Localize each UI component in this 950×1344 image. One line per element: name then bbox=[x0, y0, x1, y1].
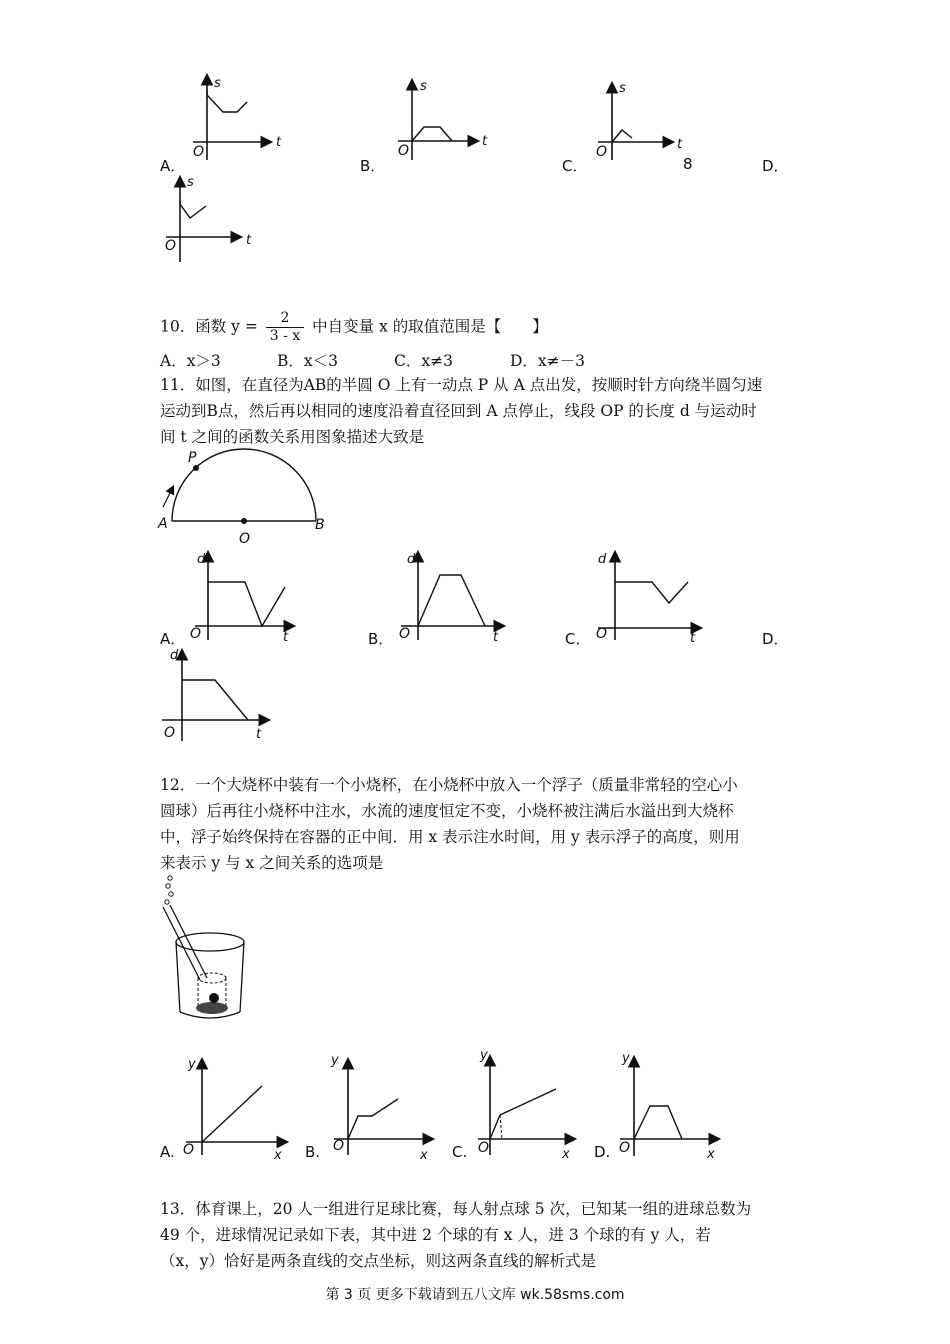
q12c-origin: O bbox=[478, 1140, 490, 1156]
q12a-curve bbox=[202, 1086, 262, 1142]
q9c-curve bbox=[612, 130, 632, 142]
q11-line-1: 11．如图，在直径为AB的半圆 O 上有一动点 P 从 A 点出发，按顺时针方向绕半圆匀速 bbox=[160, 376, 763, 394]
q12a-y-label: y bbox=[188, 1057, 196, 1072]
q9-option-d-label: D． bbox=[762, 157, 789, 175]
q9b-origin: O bbox=[398, 143, 410, 159]
q11-label-p: P bbox=[188, 450, 197, 466]
q12-graph-d bbox=[614, 1048, 724, 1163]
q10-choice-d: D．x≠－3 bbox=[510, 352, 586, 370]
q11c-curve bbox=[615, 582, 688, 603]
q13-stem bbox=[160, 1196, 751, 1274]
q9-option-c-label: C． bbox=[562, 157, 588, 175]
q11c-y-label: d bbox=[598, 552, 607, 567]
q9-option-b-label: B． bbox=[360, 157, 386, 175]
q12-line-4: 来表示 y 与 x 之间关系的选项是 bbox=[160, 854, 384, 872]
q10-fraction-denominator: 3 - x bbox=[269, 328, 301, 344]
q9a-curve bbox=[207, 90, 247, 112]
q9b-y-label: s bbox=[420, 79, 427, 94]
q10-choice-b: B．x＜3 bbox=[277, 352, 338, 370]
q11-semicircle-figure bbox=[155, 445, 335, 545]
q11-stem bbox=[160, 372, 762, 450]
q9-graph-c bbox=[592, 78, 702, 163]
page-footer: 第 3 页 更多下载请到五八文库 wk.58sms.com bbox=[325, 1287, 625, 1303]
q11-direction-arrow bbox=[163, 487, 173, 507]
q12-option-c-label: C. bbox=[452, 1143, 468, 1161]
q9-stray-mark: 8 bbox=[683, 155, 693, 173]
q12-option-d-label: D. bbox=[594, 1143, 611, 1161]
q9-graph-b bbox=[392, 75, 502, 165]
q10-suffix: 中自变量 x 的取值范围是【 】 bbox=[312, 317, 548, 336]
q12-graph-c bbox=[474, 1045, 584, 1163]
q12-option-b-label: B. bbox=[305, 1143, 321, 1161]
q11d-x-label: t bbox=[256, 727, 262, 742]
q12a-x-label: x bbox=[274, 1148, 282, 1163]
q12b-y-label: y bbox=[331, 1053, 339, 1068]
q11-label-b: B bbox=[315, 517, 325, 533]
q9-option-a-label: A． bbox=[160, 157, 186, 175]
q12d-y-label: y bbox=[622, 1051, 630, 1066]
q9b-x-label: t bbox=[482, 134, 488, 149]
q9-graph-a bbox=[185, 70, 295, 165]
q12a-origin: O bbox=[183, 1142, 195, 1158]
q12-graph-b bbox=[328, 1050, 438, 1162]
q12-stem bbox=[160, 772, 740, 876]
q11-label-a: A bbox=[158, 516, 168, 532]
q9c-y-label: s bbox=[619, 81, 626, 96]
q12-graph-a bbox=[180, 1050, 290, 1162]
q13-line-1: 13．体育课上，20 人一组进行足球比赛，每人射点球 5 次，已知某一组的进球总数为 bbox=[160, 1200, 752, 1218]
q12-option-a-label: A. bbox=[160, 1143, 175, 1161]
q12-line-3: 中，浮子始终保持在容器的正中间．用 x 表示注水时间，用 y 表示浮子的高度，则用 bbox=[160, 828, 740, 846]
q11-option-c-label: C． bbox=[565, 630, 591, 648]
q11-option-b-label: B． bbox=[368, 630, 394, 648]
q9a-x-label: t bbox=[276, 135, 282, 150]
q11-line-2: 运动到B点，然后再以相同的速度沿着直径回到 A 点停止，线段 OP 的长度 d 与运动时 bbox=[160, 402, 757, 420]
q11b-curve bbox=[418, 575, 485, 626]
q12d-origin: O bbox=[619, 1140, 631, 1156]
q11d-curve bbox=[182, 680, 248, 720]
q11b-origin: O bbox=[399, 626, 411, 642]
q12c-x-label: x bbox=[562, 1147, 570, 1162]
q11b-x-label: t bbox=[493, 630, 499, 645]
q12-line-2: 圆球）后再往小烧杯中注水，水流的速度恒定不变，小烧杯被注满后水溢出到大烧杯 bbox=[160, 802, 734, 820]
q11-graph-b bbox=[395, 545, 510, 643]
q12-beaker-illustration bbox=[158, 872, 258, 1027]
q9b-curve bbox=[412, 127, 452, 141]
q9d-curve bbox=[180, 200, 206, 218]
q11b-y-label: d bbox=[407, 552, 416, 567]
q12d-curve bbox=[634, 1106, 682, 1139]
q12b-x-label: x bbox=[420, 1148, 428, 1163]
q10-choice-c: C．x≠3 bbox=[394, 352, 453, 370]
q9d-x-label: t bbox=[246, 233, 252, 248]
q9c-origin: O bbox=[596, 144, 608, 160]
q11-graph-c bbox=[592, 545, 707, 646]
q10-fraction-numerator: 2 bbox=[266, 310, 304, 328]
q11a-x-label: t bbox=[283, 630, 289, 645]
q12b-curve bbox=[348, 1099, 398, 1139]
q11c-x-label: t bbox=[690, 631, 696, 646]
q10-choice-a: A．x＞3 bbox=[160, 352, 221, 370]
q12-line-1: 12．一个大烧杯中装有一个小烧杯，在小烧杯中放入一个浮子（质量非常轻的空心小 bbox=[160, 776, 738, 794]
q12b-origin: O bbox=[333, 1138, 345, 1154]
q12d-x-label: x bbox=[707, 1147, 715, 1162]
q9c-x-label: t bbox=[677, 137, 683, 152]
q13-line-3: （x，y）恰好是两条直线的交点坐标，则这两条直线的解析式是 bbox=[160, 1252, 597, 1270]
q10-fraction bbox=[266, 310, 304, 345]
q11d-origin: O bbox=[164, 725, 176, 741]
q11d-y-label: d bbox=[170, 648, 179, 663]
q10-stem bbox=[160, 310, 548, 345]
q11a-curve bbox=[208, 582, 285, 626]
q12c-curve bbox=[500, 1089, 556, 1115]
q9d-y-label: s bbox=[187, 175, 194, 190]
q11-option-d-label: D． bbox=[762, 630, 789, 648]
q11-graph-a bbox=[185, 545, 300, 643]
q9d-origin: O bbox=[165, 238, 177, 254]
q11-option-a-label: A． bbox=[160, 630, 186, 648]
q13-line-2: 49 个，进球情况记录如下表，其中进 2 个球的有 x 人，进 3 个球的有 y 人，若 bbox=[160, 1226, 711, 1244]
q12c-y-label: y bbox=[480, 1048, 488, 1063]
q11-line-3: 间 t 之间的函数关系用图象描述大致是 bbox=[160, 428, 425, 446]
q9-graph-d bbox=[160, 172, 270, 264]
q11a-origin: O bbox=[190, 626, 202, 642]
q11a-y-label: d bbox=[197, 552, 206, 567]
q9a-y-label: s bbox=[214, 76, 221, 91]
q11-point-o bbox=[241, 518, 247, 524]
q11-graph-d bbox=[160, 643, 275, 743]
q9a-origin: O bbox=[193, 144, 205, 160]
q11-label-o: O bbox=[239, 531, 251, 547]
q11c-origin: O bbox=[596, 626, 608, 642]
q10-prefix: 10．函数 y = bbox=[160, 317, 258, 336]
